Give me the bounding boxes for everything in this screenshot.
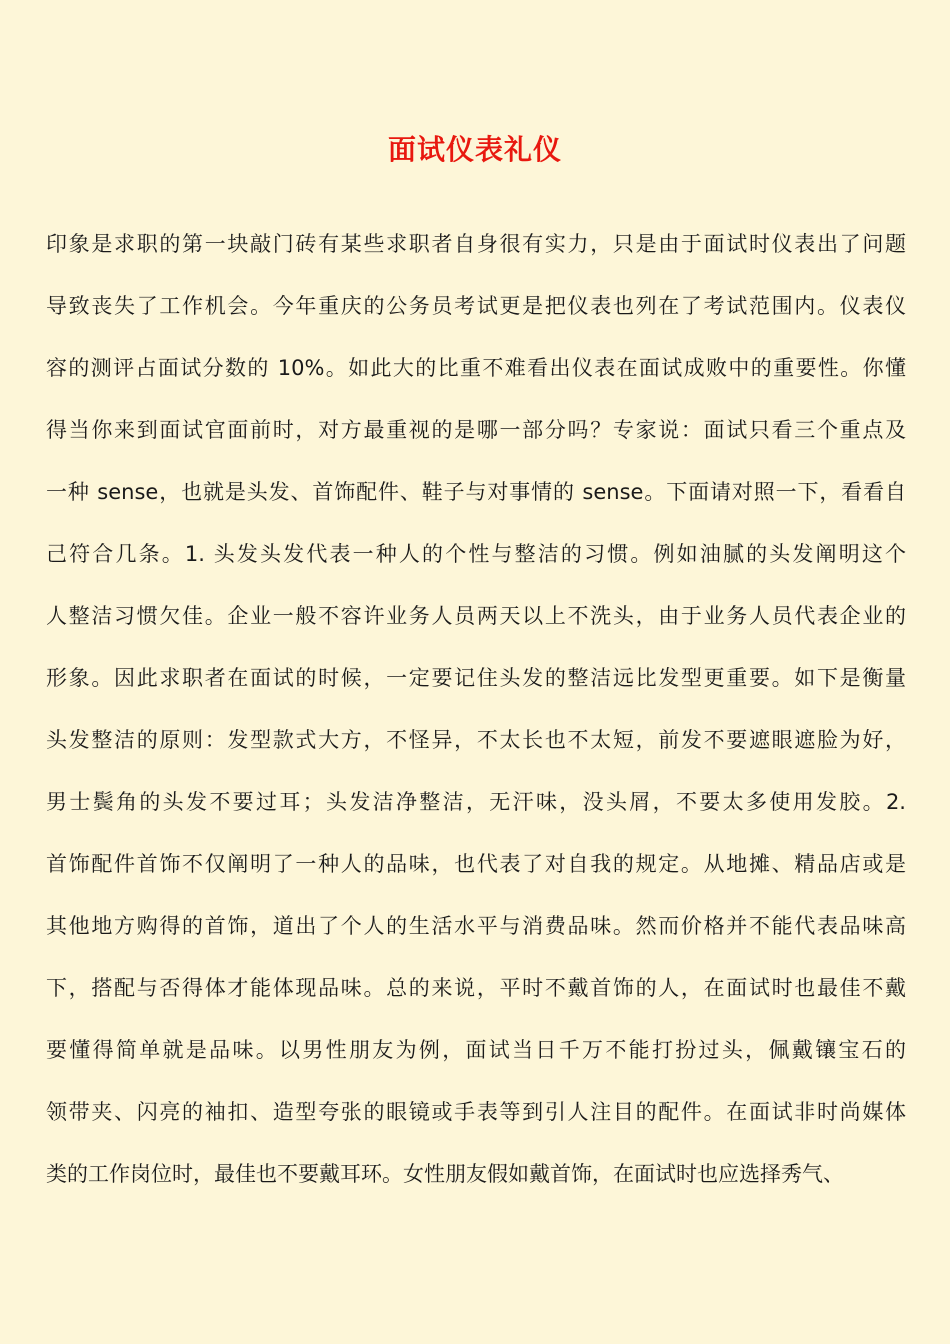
body-line: 人整洁习惯欠佳。企业一般不容许业务人员两天以上不洗头，由于业务人员代表企业的 bbox=[46, 604, 906, 628]
body-line: 一种 sense，也就是头发、首饰配件、鞋子与对事情的 sense。下面请对照一下，看看自 bbox=[46, 480, 906, 504]
article-body bbox=[46, 213, 906, 1205]
body-line: 首饰配件首饰不仅阐明了一种人的品味，也代表了对自我的规定。从地摊、精品店或是 bbox=[46, 852, 906, 876]
body-line: 男士鬓角的头发不要过耳；头发洁净整洁，无汗味，没头屑，不要太多使用发胶。2. bbox=[46, 790, 906, 814]
body-line: 领带夹、闪亮的袖扣、造型夸张的眼镜或手表等到引人注目的配件。在面试非时尚媒体 bbox=[46, 1100, 906, 1124]
body-line: 己符合几条。1. 头发头发代表一种人的个性与整洁的习惯。例如油腻的头发阐明这个 bbox=[46, 542, 906, 566]
body-line: 头发整洁的原则：发型款式大方，不怪异，不太长也不太短，前发不要遮眼遮脸为好， bbox=[46, 728, 906, 752]
body-line: 容的测评占面试分数的 10%。如此大的比重不难看出仪表在面试成败中的重要性。你懂 bbox=[46, 356, 906, 380]
page-title: 面试仪表礼仪 bbox=[387, 133, 562, 166]
body-line: 要懂得简单就是品味。以男性朋友为例，面试当日千万不能打扮过头，佩戴镶宝石的 bbox=[46, 1038, 906, 1062]
body-line: 形象。因此求职者在面试的时候，一定要记住头发的整洁远比发型更重要。如下是衡量 bbox=[46, 666, 906, 690]
body-line: 类的工作岗位时，最佳也不要戴耳环。女性朋友假如戴首饰，在面试时也应选择秀气、 bbox=[46, 1162, 844, 1186]
body-line: 导致丧失了工作机会。今年重庆的公务员考试更是把仪表也列在了考试范围内。仪表仪 bbox=[46, 294, 906, 318]
body-line: 得当你来到面试官面前时，对方最重视的是哪一部分吗？专家说：面试只看三个重点及 bbox=[46, 418, 906, 442]
body-line: 下，搭配与否得体才能体现品味。总的来说，平时不戴首饰的人，在面试时也最佳不戴 bbox=[46, 976, 906, 1000]
body-line: 印象是求职的第一块敲门砖有某些求职者自身很有实力，只是由于面试时仪表出了问题 bbox=[46, 232, 906, 256]
body-line: 其他地方购得的首饰，道出了个人的生活水平与消费品味。然而价格并不能代表品味高 bbox=[46, 914, 906, 938]
